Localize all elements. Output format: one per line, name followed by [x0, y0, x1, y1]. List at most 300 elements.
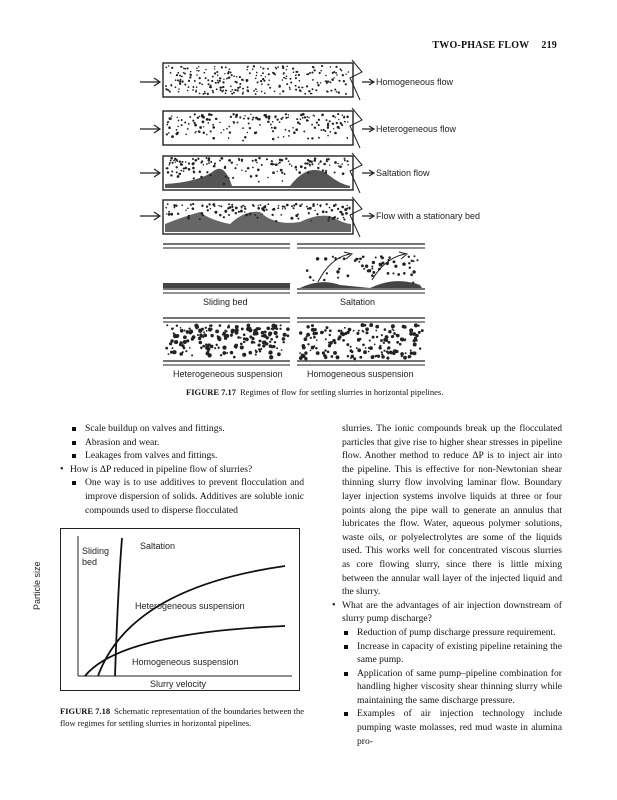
particle: [170, 174, 172, 176]
particle: [318, 119, 320, 121]
particle: [264, 92, 266, 94]
particle: [386, 357, 389, 360]
particle: [306, 206, 308, 208]
particle: [244, 211, 245, 212]
sliding-bed-layer: [163, 283, 290, 288]
particle: [328, 216, 330, 218]
particle: [329, 131, 331, 133]
particle: [256, 327, 259, 330]
chart-xlabel: Slurry velocity: [150, 679, 207, 689]
particle: [172, 350, 176, 354]
particle: [203, 132, 205, 134]
particle: [260, 348, 262, 350]
particle: [344, 121, 346, 123]
particle: [245, 170, 247, 172]
particle: [193, 177, 195, 179]
particle: [382, 262, 385, 265]
particle: [214, 66, 215, 67]
particle: [371, 265, 373, 267]
particle: [275, 67, 277, 69]
particle: [390, 351, 392, 353]
particle: [386, 350, 389, 353]
particle: [307, 159, 309, 161]
particle: [346, 207, 348, 209]
particle: [171, 115, 172, 116]
particle: [179, 81, 181, 83]
particle: [279, 328, 281, 330]
particle: [363, 350, 367, 354]
particle: [239, 76, 241, 78]
saltation-mound: [300, 281, 422, 288]
particle: [375, 325, 379, 329]
particle: [222, 81, 224, 83]
particle: [246, 69, 247, 70]
particle: [324, 349, 326, 351]
particle: [283, 77, 285, 79]
particle: [262, 344, 265, 347]
particle: [187, 207, 189, 209]
particle: [261, 207, 264, 210]
particle: [237, 326, 239, 328]
particle: [381, 355, 385, 359]
particle: [412, 281, 414, 283]
particle: [239, 83, 241, 85]
particle: [334, 161, 337, 164]
right-bullets: [332, 599, 562, 749]
particle: [368, 347, 370, 349]
particle: [314, 126, 316, 128]
particle: [185, 209, 186, 210]
particle: [249, 335, 252, 338]
particle: [170, 213, 173, 216]
particle: [180, 66, 182, 68]
particle: [304, 116, 306, 118]
particle: [235, 206, 238, 209]
particle: [252, 119, 254, 121]
particle: [265, 336, 268, 339]
particle: [253, 332, 257, 336]
particle: [228, 177, 230, 179]
particle: [277, 66, 279, 68]
particle: [353, 357, 356, 360]
particle: [180, 170, 182, 172]
particle: [375, 330, 377, 332]
particle: [332, 123, 334, 125]
particle: [179, 75, 181, 77]
caption-label: FIGURE 7.17: [186, 387, 237, 397]
particle: [340, 122, 342, 124]
particle: [170, 84, 171, 85]
particle: [231, 206, 233, 208]
particle: [296, 71, 298, 73]
particle: [326, 119, 328, 121]
particle: [187, 90, 189, 92]
particle: [208, 83, 210, 85]
particle: [179, 161, 181, 163]
particle: [242, 140, 244, 142]
particle: [399, 343, 402, 346]
particle: [362, 330, 364, 332]
particle: [365, 331, 368, 334]
particle: [239, 116, 241, 118]
particle: [244, 207, 246, 209]
particle: [192, 162, 195, 165]
particle: [285, 113, 287, 115]
particle: [174, 207, 176, 209]
particle: [334, 171, 336, 173]
particle: [205, 346, 209, 350]
particle: [316, 213, 318, 215]
particle: [380, 339, 383, 342]
particle: [212, 76, 214, 78]
particle: [194, 80, 196, 82]
particle: [204, 92, 206, 94]
particle: [210, 334, 213, 337]
particle: [393, 330, 395, 332]
particle: [327, 127, 329, 129]
particle: [270, 338, 273, 341]
particle: [171, 67, 173, 69]
particle: [371, 274, 374, 277]
particle: [220, 205, 222, 207]
particle: [247, 86, 249, 88]
particle: [176, 166, 178, 168]
particle: [231, 93, 233, 95]
particle: [337, 277, 339, 279]
particle: [270, 163, 272, 165]
particle: [171, 170, 173, 172]
particle: [304, 337, 308, 341]
particle: [217, 74, 219, 76]
particle: [275, 74, 276, 75]
particle: [295, 203, 298, 206]
particle: [317, 167, 319, 169]
particle: [253, 90, 255, 92]
particle: [262, 72, 264, 74]
particle: [223, 129, 224, 130]
particle: [177, 72, 179, 74]
particle: [165, 85, 167, 87]
particle: [280, 169, 283, 172]
particle: [351, 350, 354, 353]
particle: [345, 93, 347, 95]
particle: [217, 80, 218, 81]
particle: [329, 334, 331, 336]
particle: [266, 342, 268, 344]
particle: [274, 90, 276, 92]
particle: [296, 169, 298, 171]
particle: [263, 68, 265, 70]
particle: [240, 337, 242, 339]
page-number: 219: [541, 40, 557, 51]
particle: [215, 82, 217, 84]
particle: [362, 255, 365, 258]
particle: [307, 120, 309, 122]
particle: [202, 345, 205, 348]
particles-homogeneous-panel: [299, 323, 424, 360]
particle: [219, 77, 221, 79]
particle: [210, 345, 214, 349]
particle: [412, 270, 415, 273]
particle: [235, 114, 238, 117]
particle: [198, 66, 200, 68]
particle: [345, 74, 346, 75]
particle: [346, 160, 348, 162]
particle: [414, 323, 418, 327]
particle: [334, 342, 337, 345]
particle: [205, 343, 208, 346]
particle: [396, 341, 399, 344]
particle: [168, 211, 170, 213]
particle: [306, 116, 308, 118]
particle: [322, 210, 325, 213]
particle: [206, 352, 209, 355]
particle: [374, 344, 376, 346]
particle: [178, 120, 180, 122]
particle: [255, 354, 257, 356]
particle: [311, 137, 313, 139]
particle: [383, 350, 385, 352]
particle: [253, 65, 255, 67]
particle: [193, 171, 195, 173]
saltation-arrow-1: [318, 252, 352, 282]
particle: [231, 209, 234, 212]
particle: [245, 214, 247, 216]
particle: [308, 212, 310, 214]
particle: [207, 79, 209, 81]
particle: [188, 215, 190, 217]
particle: [179, 352, 183, 356]
particle: [289, 88, 291, 90]
particle: [381, 256, 384, 259]
particle: [276, 118, 278, 120]
particle: [275, 163, 278, 166]
particle: [358, 330, 360, 332]
particle: [285, 117, 287, 119]
particle: [174, 340, 178, 344]
caption-text: Regimes of flow for settling slurries in horizontal pipelines.: [240, 387, 444, 397]
particle: [208, 203, 210, 205]
particle: [275, 335, 278, 338]
particle: [375, 256, 377, 258]
particle: [340, 211, 343, 214]
particle: [197, 117, 199, 119]
particle: [231, 74, 233, 76]
particle: [279, 162, 281, 164]
particle: [227, 77, 229, 79]
particle: [237, 121, 239, 123]
particle: [210, 114, 212, 116]
particle: [285, 78, 287, 80]
particle: [192, 335, 196, 339]
pipe-row-3: [140, 153, 374, 193]
particle: [206, 134, 208, 136]
particle: [304, 357, 307, 360]
particle: [247, 167, 249, 169]
particle: [326, 82, 328, 84]
particle: [267, 68, 269, 70]
particle: [166, 324, 168, 326]
particle: [237, 89, 239, 91]
particle: [388, 341, 391, 344]
particle: [421, 329, 424, 332]
particle: [264, 331, 267, 334]
particle: [255, 349, 257, 351]
particle: [189, 116, 191, 118]
particle: [257, 207, 260, 210]
particle: [403, 356, 407, 360]
left-bullets: [60, 422, 304, 517]
particle: [309, 276, 312, 279]
particle: [233, 356, 236, 359]
inlet-arrow-3: [140, 169, 160, 177]
particle: [307, 343, 309, 345]
particle: [337, 337, 340, 340]
particle: [218, 205, 220, 207]
outlet-arrow-3: [362, 170, 374, 176]
particle: [195, 325, 199, 329]
particle: [189, 77, 191, 79]
particle: [247, 117, 249, 119]
particle: [344, 327, 346, 329]
particle: [214, 163, 216, 165]
particle: [235, 212, 237, 214]
particle: [240, 342, 243, 345]
particle: [337, 208, 339, 210]
particle: [214, 211, 217, 214]
particle: [210, 328, 213, 331]
particle: [166, 167, 168, 169]
particle: [167, 89, 169, 91]
particle: [337, 126, 340, 129]
particle: [325, 211, 327, 213]
particle: [341, 206, 344, 209]
particle: [274, 127, 277, 130]
particle: [308, 117, 310, 119]
particle: [231, 331, 234, 334]
particle: [311, 163, 313, 165]
particle: [310, 337, 312, 339]
particle: [376, 355, 378, 357]
particle: [322, 129, 324, 131]
particle: [292, 67, 294, 69]
particle: [189, 347, 191, 349]
particle: [250, 175, 253, 178]
particle: [247, 91, 249, 93]
particle: [267, 203, 269, 205]
particle: [327, 219, 329, 221]
particle: [280, 214, 282, 216]
particle: [324, 257, 327, 260]
particle: [182, 164, 184, 166]
particle: [261, 335, 263, 337]
particle: [205, 77, 207, 79]
particle: [323, 163, 326, 166]
particle: [393, 349, 397, 353]
particle: [249, 351, 253, 355]
particle: [230, 116, 232, 118]
particle: [256, 91, 257, 92]
particle: [247, 327, 251, 331]
particle: [187, 67, 189, 69]
particle: [188, 123, 190, 125]
particle: [321, 331, 324, 334]
particle: [208, 162, 210, 164]
particle: [186, 330, 190, 334]
particle: [333, 77, 334, 78]
particle: [379, 263, 382, 266]
particle: [176, 171, 178, 173]
particle: [194, 113, 196, 115]
particle: [291, 165, 293, 167]
particle: [308, 90, 310, 92]
particle: [219, 324, 222, 327]
particle: [339, 165, 342, 168]
particle: [298, 74, 300, 76]
particle: [181, 80, 183, 82]
particle: [309, 72, 311, 74]
particle: [346, 205, 347, 206]
particle: [318, 124, 320, 126]
particle: [314, 69, 316, 71]
particle: [357, 348, 361, 352]
particle: [289, 163, 291, 165]
inlet-arrow-4: [140, 212, 160, 220]
particle: [288, 130, 290, 132]
particle: [192, 120, 194, 122]
particle: [206, 118, 209, 121]
particle: [188, 327, 190, 329]
particle: [290, 217, 293, 220]
particle: [324, 329, 327, 332]
particle: [391, 324, 395, 328]
right-paragraph: slurries. The ionic compounds break up the flocculated particles that give rise to higher shear stresses in pipeline flow. Another method to reduce ΔP is to inject air into the pipeline. This is effective for non-Newtonian shear thinning slurry flow involving laminar flow. Boundary layer injection systems involve liquids at three or four points along the pipe wall to generate an annulus that lubricates the flow. Water, aqueous polymer solutions, waste oils, or polyelectrolytes are some of the liquids used. This works well for concentrated viscous slurries as core flowing slurry, since there is little mixing between the annular wall layer of the injected liquid and the slurry.: [342, 423, 562, 598]
particle: [332, 72, 334, 74]
particle: [170, 72, 172, 74]
particle: [281, 159, 284, 162]
saltation-arrow-2: [372, 252, 407, 280]
particle: [226, 78, 228, 80]
particle: [276, 328, 279, 331]
particle: [408, 256, 410, 258]
particle: [230, 334, 233, 337]
particle: [167, 122, 169, 124]
particle: [214, 72, 216, 74]
particle: [272, 208, 275, 211]
particle: [353, 330, 355, 332]
particle: [331, 78, 333, 80]
particle: [222, 86, 224, 88]
particle: [418, 331, 421, 334]
particle: [242, 93, 244, 95]
particle: [223, 216, 225, 218]
chart-label-heterogeneous: Heterogeneous suspension: [135, 601, 245, 611]
particle: [299, 352, 301, 354]
particle: [290, 81, 292, 83]
particle: [206, 171, 208, 173]
particle: [228, 137, 230, 139]
particle: [317, 204, 319, 206]
particle: [342, 74, 344, 76]
particle: [218, 347, 220, 349]
particle: [254, 214, 256, 216]
particle: [199, 77, 201, 79]
particle: [312, 79, 314, 81]
particle: [235, 328, 239, 332]
particle: [177, 80, 179, 82]
particle: [180, 329, 184, 333]
particle: [365, 327, 369, 331]
